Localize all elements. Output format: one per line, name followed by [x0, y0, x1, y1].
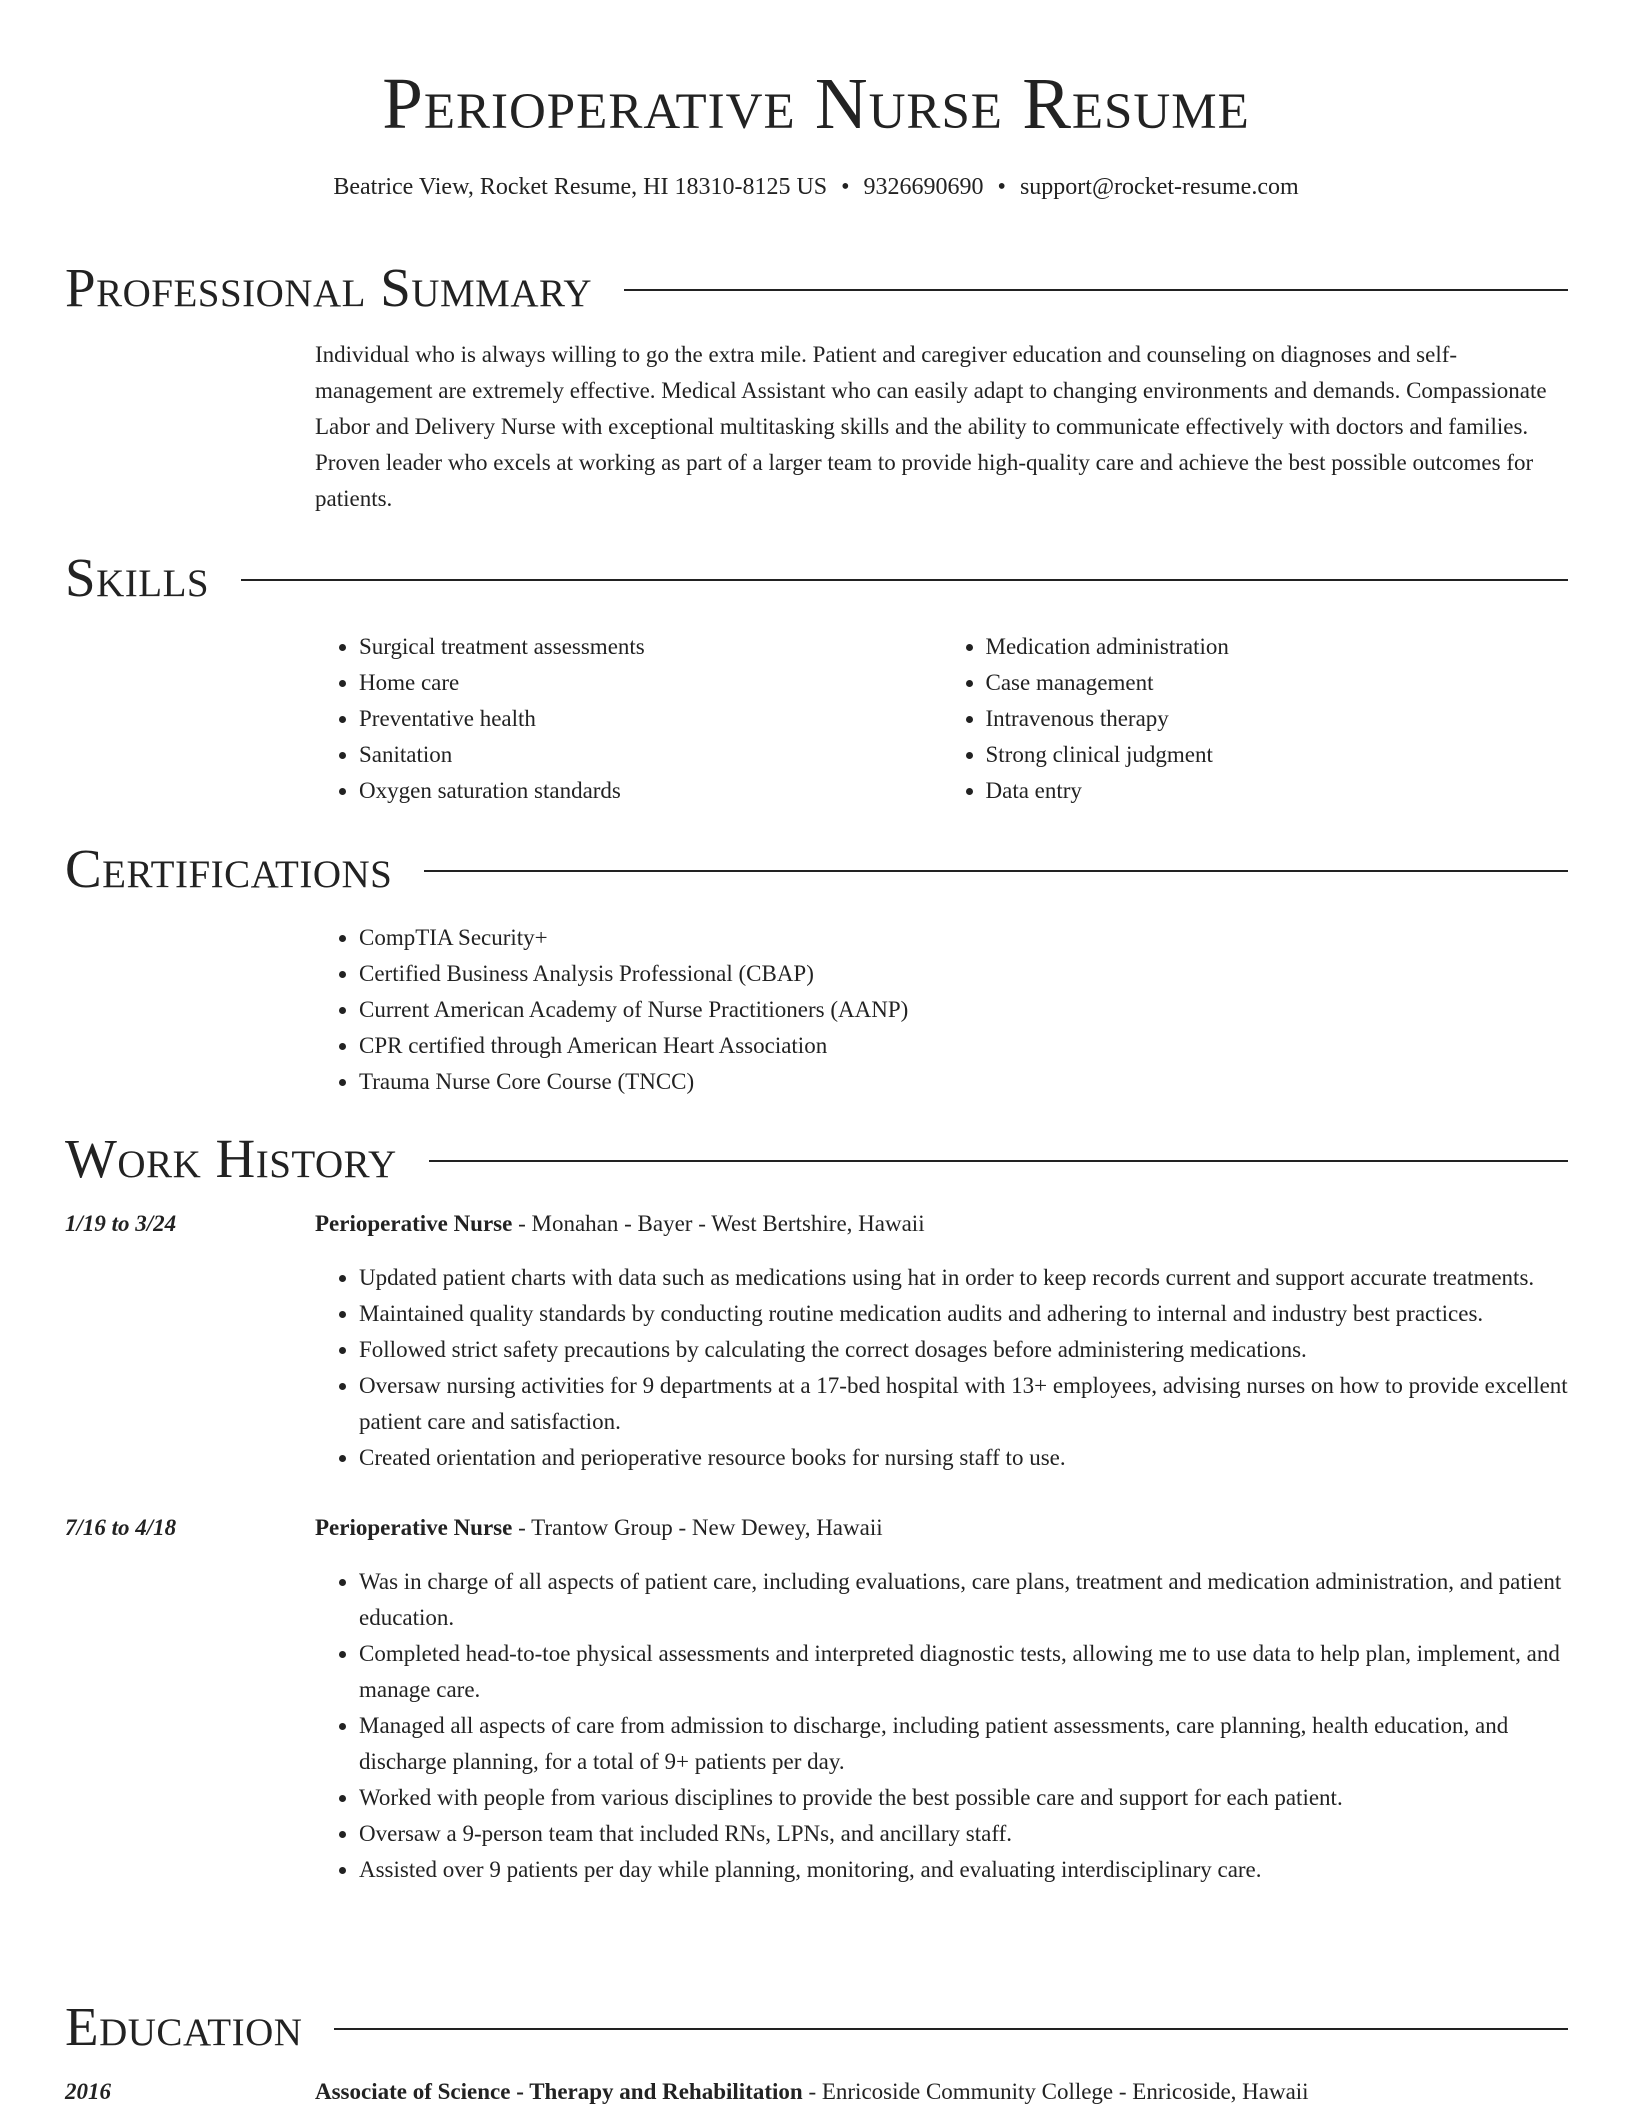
contact-separator: • [997, 174, 1006, 200]
job-bullets [315, 1260, 1568, 1476]
contact-separator: • [841, 174, 850, 200]
job-employer: - Monahan - Bayer - West Bertshire, Hawaii [512, 1211, 925, 1236]
education-degree: Associate of Science - Therapy and Rehabilitation [315, 2079, 803, 2104]
job-dates: 1/19 to 3/24 [65, 1211, 177, 1236]
skills-list-left [315, 629, 942, 809]
job-bullet: • Followed strict safety precautions by calculating the correct dosages before administering medications. [359, 1332, 1568, 1368]
certification-item: • Current American Academy of Nurse Practitioners (AANP) [359, 992, 1568, 1028]
job-dates: 7/16 to 4/18 [65, 1515, 177, 1540]
section-rule [429, 1160, 1568, 1162]
skill-item: • Intravenous therapy [986, 701, 1569, 737]
education-year: 2016 [65, 2079, 111, 2104]
skill-item: • Data entry [986, 773, 1569, 809]
section-rule [334, 2028, 1568, 2030]
job-bullet: • Worked with people from various disciplines to provide the best possible care and support for each patient. [359, 1780, 1568, 1816]
education-section [65, 1996, 1568, 2110]
certification-item: • Certified Business Analysis Professional (CBAP) [359, 956, 1568, 992]
section-rule [624, 289, 1568, 291]
certifications-section [65, 838, 1568, 1100]
education-entry [65, 2074, 1568, 2110]
job-bullet: • Updated patient charts with data such as medications using hat in order to keep records current and support accurate treatments. [359, 1260, 1568, 1296]
job-entry [65, 1510, 1568, 1888]
section-title: Work History [65, 1128, 397, 1189]
skill-item: • Sanitation [359, 737, 942, 773]
resume-title: Perioperative Nurse Resume [382, 63, 1250, 144]
section-header [65, 838, 1568, 900]
job-bullet: • Completed head-to-toe physical assessments and interpreted diagnostic tests, allowing me to use data to help plan, implement, and manage care. [359, 1636, 1568, 1708]
certification-item: • Trauma Nurse Core Course (TNCC) [359, 1064, 1568, 1100]
education-school: - Enricoside Community College - Enricoside, Hawaii [802, 2079, 1309, 2104]
job-heading [315, 1510, 1568, 1546]
skills-section [65, 547, 1568, 809]
job-title: Perioperative Nurse [315, 1211, 513, 1236]
section-header [65, 547, 1568, 609]
contact-phone: 9326690690 [863, 174, 984, 200]
job-bullet: • Oversaw a 9-person team that included RNs, LPNs, and ancillary staff. [359, 1816, 1568, 1852]
job-heading [315, 1206, 1568, 1242]
section-rule [424, 870, 1568, 872]
skill-item: • Medication administration [986, 629, 1569, 665]
section-title: Professional Summary [65, 257, 593, 318]
certification-item: • CompTIA Security+ [359, 920, 1568, 956]
contact-line [65, 170, 1567, 204]
job-bullet: • Created orientation and perioperative resource books for nursing staff to use. [359, 1440, 1568, 1476]
section-header [65, 1128, 1568, 1190]
job-bullet: • Was in charge of all aspects of patient care, including evaluations, care plans, treatment and medication administration, and patient education. [359, 1564, 1568, 1636]
job-employer: - Trantow Group - New Dewey, Hawaii [512, 1515, 883, 1540]
skill-item: • Surgical treatment assessments [359, 629, 942, 665]
section-rule [241, 579, 1568, 581]
section-title: Skills [65, 547, 210, 608]
job-bullet: • Oversaw nursing activities for 9 departments at a 17-bed hospital with 13+ employees, advising nurses on how to provide excellent patient care and satisfaction. [359, 1368, 1568, 1440]
contact-email: support@rocket-resume.com [1019, 174, 1299, 200]
skill-item: • Home care [359, 665, 942, 701]
skill-item: • Preventative health [359, 701, 942, 737]
section-title: Education [65, 1996, 303, 2057]
skill-item: • Oxygen saturation standards [359, 773, 942, 809]
section-header [65, 257, 1568, 319]
skills-list-right [942, 629, 1569, 809]
summary-section [65, 257, 1568, 517]
work-history-section [65, 1128, 1568, 1888]
skill-item: • Strong clinical judgment [986, 737, 1569, 773]
section-header [65, 1996, 1568, 2058]
job-bullet: • Managed all aspects of care from admission to discharge, including patient assessments, care planning, health education, and discharge planning, for a total of 9+ patients per day. [359, 1708, 1568, 1780]
job-bullets [315, 1564, 1568, 1888]
section-title: Certifications [65, 838, 393, 899]
job-bullet: • Maintained quality standards by conducting routine medication audits and adhering to internal and industry best practices. [359, 1296, 1568, 1332]
job-entry [65, 1206, 1568, 1476]
certifications-list [315, 920, 1568, 1100]
summary-text: Individual who is always willing to go the extra mile. Patient and caregiver education and counseling on diagnoses and self-management are extremely effective. Medical Assistant who can easily adapt to changing environments and demands. Compassionate Labor and Delivery Nurse with exceptional multitasking skills and the ability to communicate effectively with doctors and families. Proven leader who excels at working as part of a larger team to provide high-quality care and achieve the best possible outcomes for patients. [315, 342, 1547, 511]
skill-item: • Case management [986, 665, 1569, 701]
contact-address: Beatrice View, Rocket Resume, HI 18310-8125 US [333, 174, 828, 200]
job-bullet: • Assisted over 9 patients per day while planning, monitoring, and evaluating interdisciplinary care. [359, 1852, 1568, 1888]
education-heading [315, 2074, 1568, 2110]
job-title: Perioperative Nurse [315, 1515, 513, 1540]
certification-item: • CPR certified through American Heart Association [359, 1028, 1568, 1064]
